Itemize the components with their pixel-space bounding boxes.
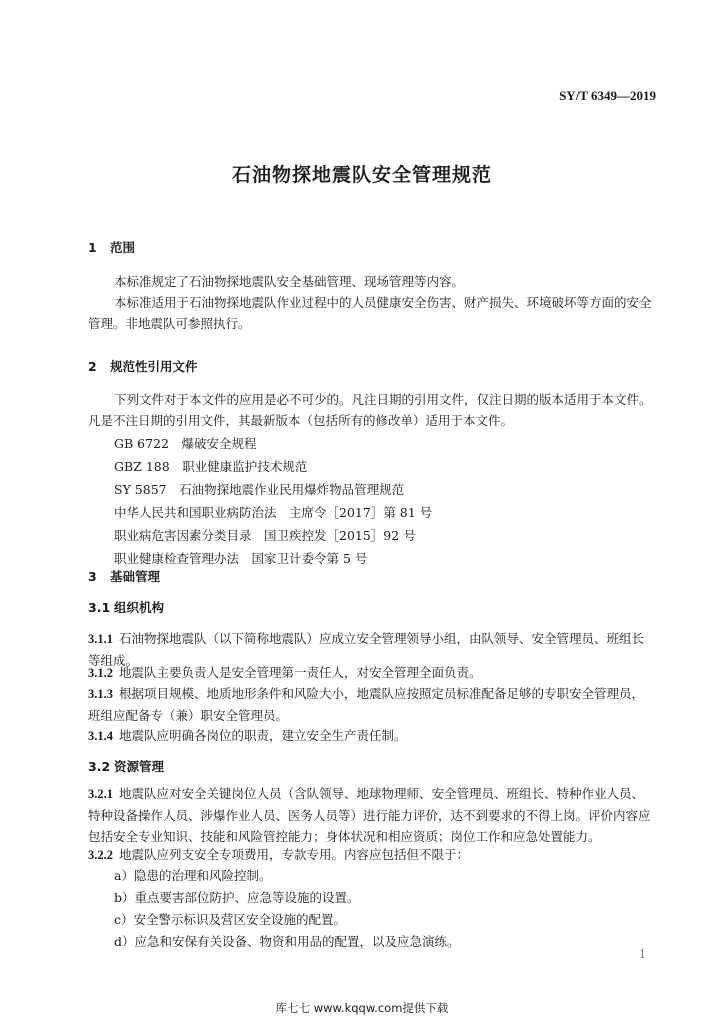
document-title: 石油物探地震队安全管理规范 [231,164,492,186]
section-number: 1 [88,240,97,255]
section-number: 3 [88,569,97,584]
reference-item: GBZ 188 职业健康监护技术规范 [114,459,308,474]
subsection-3-2-heading [88,757,164,775]
clause-text: 地震队应列支安全专项费用，专款专用。内容应包括但不限于： [119,847,470,862]
reference-item: SY 5857 石油物探地震作业民用爆炸物品管理规范 [114,482,405,497]
paragraph: 本标准适用于石油物探地震队作业过程中的人员健康安全伤害、财产损失、环境破坏等方面的安全管理。非地震队可参照执行。 [88,295,652,331]
clause-number: 3.2.1 [88,787,113,801]
subsection-number: 3.2 [88,759,111,774]
page-number: 1 [639,948,646,961]
clause-text: 地震队应明确各岗位的职责，建立安全生产责任制。 [119,728,407,743]
subsection-number: 3.1 [88,600,111,615]
clause-3-1-2 [88,662,656,684]
reference-item: 职业病危害因素分类目录 国卫疾控发［2015］92 号 [114,528,416,543]
clause-number: 3.1.1 [88,632,113,646]
subsection-title: 资源管理 [114,759,165,774]
clause-text: 石油物探地震队（以下简称地震队）应成立安全管理领导小组，由队领导、安全管理员、班组长等组成。 [88,631,645,668]
list-item: b）重点要害部位防护、应急等设施的设置。 [114,890,360,905]
section-number: 2 [88,359,97,374]
list-item: a）隐患的治理和风险控制。 [114,868,272,883]
footer-source-text: 库七七 www.kqqw.com提供下载 [275,1001,449,1015]
standard-code: SY/T 6349—2019 [559,88,656,103]
list-item: c）安全警示标识及营区安全设施的配置。 [114,912,347,927]
section-title: 范围 [110,240,136,255]
reference-item: GB 6722 爆破安全规程 [114,436,257,451]
clause-number: 3.1.4 [88,729,113,743]
clause-text: 地震队主要负责人是安全管理第一责任人，对安全管理全面负责。 [119,665,482,680]
paragraph: 下列文件对于本文件的应用是必不可少的。凡注日期的引用文件，仅注日期的版本适用于本文件。凡是不注日期的引用文件，其最新版本（包括所有的修改单）适用于本文件。 [88,392,652,428]
section-title: 基础管理 [110,569,161,584]
clause-number: 3.1.2 [88,666,113,680]
clause-3-1-4 [88,725,656,747]
reference-item: 中华人民共和国职业病防治法 主席令［2017］第 81 号 [114,505,433,520]
section-2-heading [88,357,198,375]
paragraph: 本标准规定了石油物探地震队安全基础管理、现场管理等内容。 [114,274,465,289]
clause-text: 根据项目规模、地质地形条件和风险大小，地震队应按照定员标准配备足够的专职安全管理员，班组应配备专（兼）职安全管理员。 [88,686,645,723]
clause-text: 地震队应对安全关键岗位人员（含队领导、地球物理师、安全管理员、班组长、特种作业人员、特种设备操作人员、涉爆作业人员、医务人员等）进行能力评价，达不到要求的不得上岗。评价内容应包括安全专业知识、技能和风险管控能力；身体状况和相应资质；岗位工作和应急处置能力。 [88,786,651,844]
reference-item: 职业健康检查管理办法 国家卫计委令第 5 号 [114,551,368,566]
subsection-title: 组织机构 [114,600,165,615]
section-3-heading [88,567,160,585]
clause-number: 3.1.3 [88,687,113,701]
clause-number: 3.2.2 [88,848,113,862]
section-1-heading [88,238,135,256]
clause-3-2-1 [88,783,656,847]
section-title: 规范性引用文件 [110,359,198,374]
clause-3-2-2 [88,844,656,866]
list-item: d）应急和安保有关设备、物资和用品的配置，以及应急演练。 [114,934,460,949]
subsection-3-1-heading [88,598,164,616]
clause-3-1-3 [88,683,656,726]
